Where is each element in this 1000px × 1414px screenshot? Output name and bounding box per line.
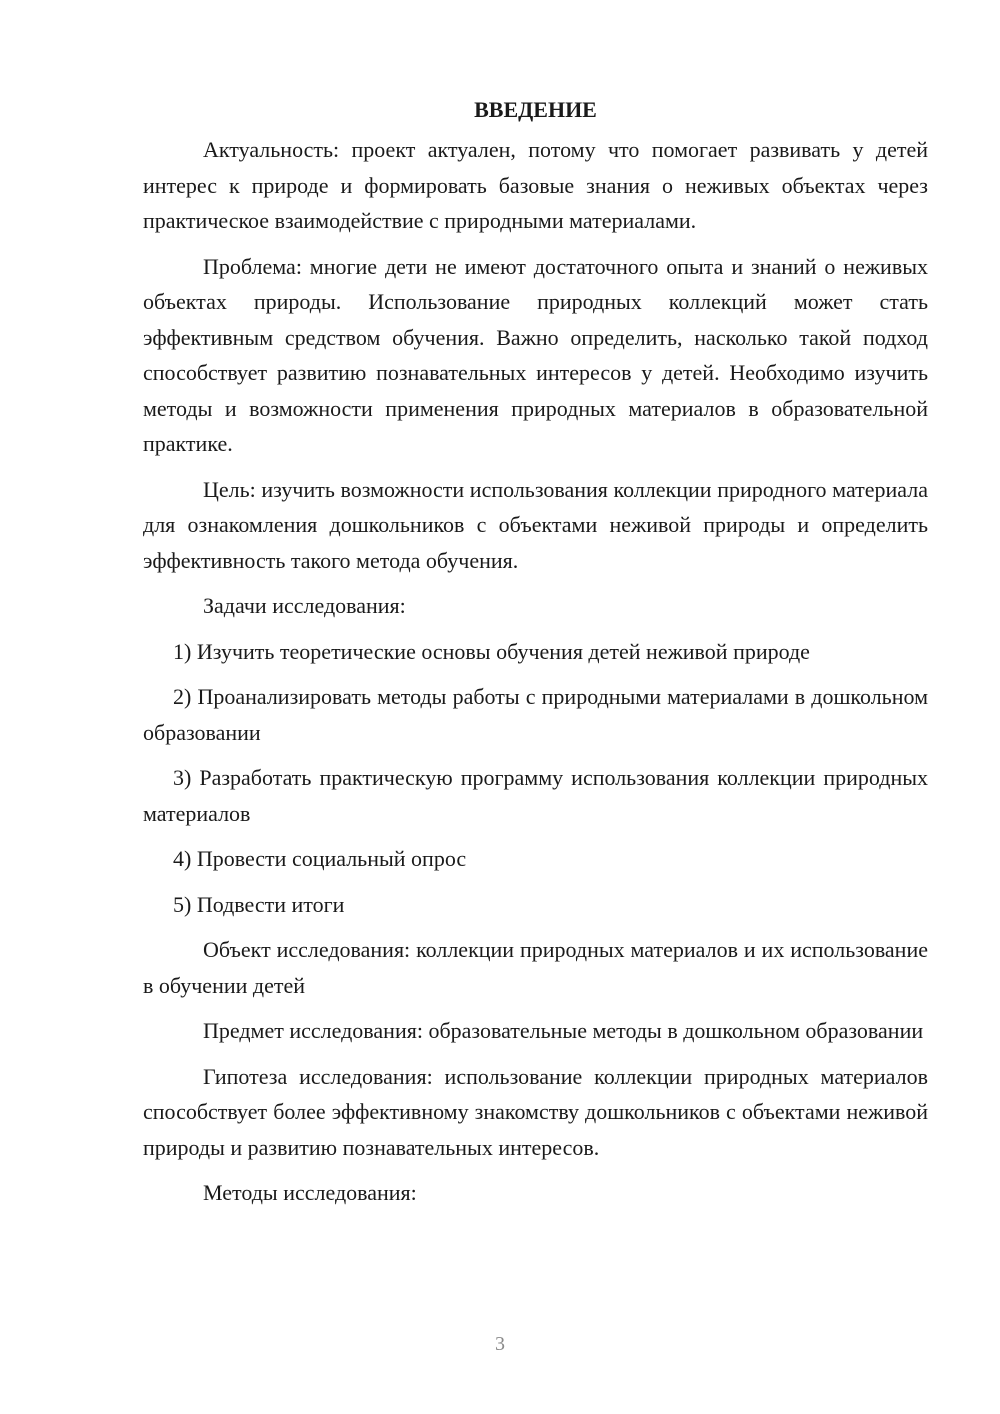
paragraph-goal: Цель: изучить возможности использования коллекции природного материала для ознакомления дошкольников с объектами неживой природы и определить эффективность такого метода обучения. [143,476,928,573]
document-page [143,92,928,1221]
section-heading: ВВЕДЕНИЕ [474,97,597,122]
page-number: 3 [495,1333,505,1355]
task-item-4: 4) Провести социальный опрос [173,846,467,871]
paragraph-subject: Предмет исследования: образовательные методы в дошкольном образовании [203,1018,924,1043]
paragraph-problem: Проблема: многие дети не имеют достаточного опыта и знаний о неживых объектах природы. Использование природных коллекций может стать эффективным средством обучения. Важно определить, насколько такой подход способствует развитию познавательных интересов у детей. Необходимо изучить методы и возможности применения природных материалов в образовательной практике. [143,253,928,456]
task-item-1: 1) Изучить теоретические основы обучения детей неживой природе [173,638,810,664]
task-item-5: 5) Подвести итоги [173,891,345,917]
task-item-2: 2) Проанализировать методы работы с природными материалами в дошкольном образовании [143,684,928,745]
tasks-title: Задачи исследования: [203,593,406,618]
paragraph-relevance: Актуальность: проект актуален, потому что помогает развивать у детей интерес к природе и формировать базовые знания о неживых объектах через практическое взаимодействие с природными материалами. [143,137,928,233]
methods-title: Методы исследования: [203,1180,417,1205]
task-item-3: 3) Разработать практическую программу использования коллекции природных материалов [143,765,928,826]
paragraph-object: Объект исследования: коллекции природных материалов и их использование в обучении детей [143,937,928,998]
paragraph-hypothesis: Гипотеза исследования: использование коллекции природных материалов способствует более эффективному знакомству дошкольников с объектами неживой природы и развитию познавательных интересов. [143,1063,928,1160]
